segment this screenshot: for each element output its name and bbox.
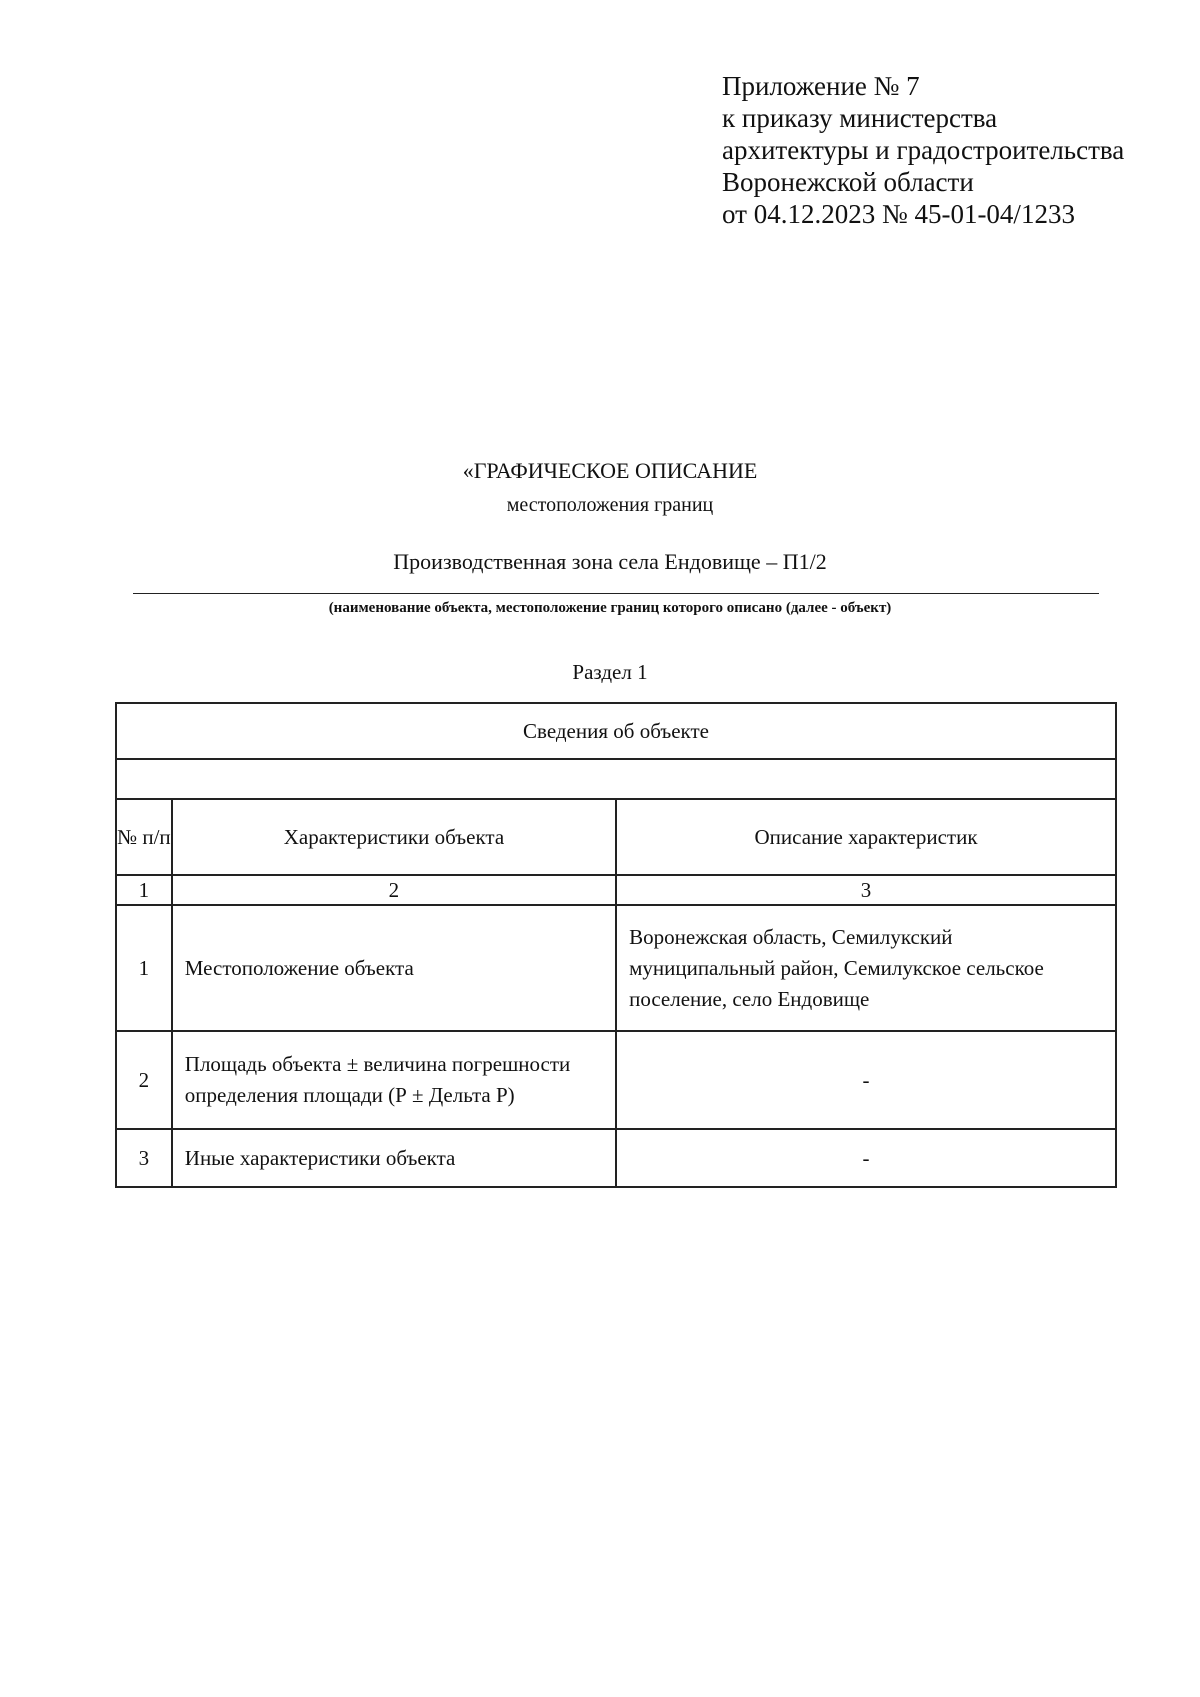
appendix-header xyxy=(722,70,1124,230)
appendix-line: от 04.12.2023 № 45-01-04/1233 xyxy=(722,199,1075,229)
column-number: 3 xyxy=(616,875,1116,905)
document-subtitle: местоположения границ xyxy=(506,494,714,516)
row-characteristic: Местоположение объекта xyxy=(172,905,616,1031)
table-empty-cell xyxy=(116,759,1116,799)
appendix-line: Приложение № 7 xyxy=(722,71,920,101)
row-number: 1 xyxy=(116,905,172,1031)
row-description: - xyxy=(616,1031,1116,1129)
column-header-description: Описание характеристик xyxy=(616,799,1116,875)
row-description: - xyxy=(616,1129,1116,1187)
row-characteristic: Площадь объекта ± величина погрешности определения площади (Р ± Дельта Р) xyxy=(172,1031,616,1129)
table-empty-row xyxy=(116,759,1116,799)
row-description: Воронежская область, Семилукский муниципальный район, Семилукское сельское поселение, село Ендовище xyxy=(616,905,1116,1031)
object-name: Производственная зона села Ендовище – П1/2 xyxy=(393,549,827,574)
table-header-row xyxy=(116,799,1116,875)
column-header-characteristics: Характеристики объекта xyxy=(172,799,616,875)
appendix-line: к приказу министерства xyxy=(722,103,998,133)
table-row xyxy=(116,905,1116,1031)
object-info-table xyxy=(115,702,1117,1188)
row-characteristic: Иные характеристики объекта xyxy=(172,1129,616,1187)
table-row xyxy=(116,1129,1116,1187)
column-header-number: № п/п xyxy=(116,799,172,875)
section-title: Раздел 1 xyxy=(572,660,648,684)
document-title: «ГРАФИЧЕСКОЕ ОПИСАНИЕ xyxy=(462,458,758,483)
object-name-underline xyxy=(133,593,1099,594)
column-number: 2 xyxy=(172,875,616,905)
table-column-numbers-row xyxy=(116,875,1116,905)
table-title-row xyxy=(116,703,1116,759)
column-number: 1 xyxy=(116,875,172,905)
object-name-caption: (наименование объекта, местоположение границ которого описано (далее - объект) xyxy=(328,600,892,616)
row-number: 2 xyxy=(116,1031,172,1129)
appendix-line: Воронежской области xyxy=(722,167,974,197)
table-title: Сведения об объекте xyxy=(116,703,1116,759)
row-number: 3 xyxy=(116,1129,172,1187)
appendix-line: архитектуры и градостроительства xyxy=(722,135,1125,165)
table-row xyxy=(116,1031,1116,1129)
